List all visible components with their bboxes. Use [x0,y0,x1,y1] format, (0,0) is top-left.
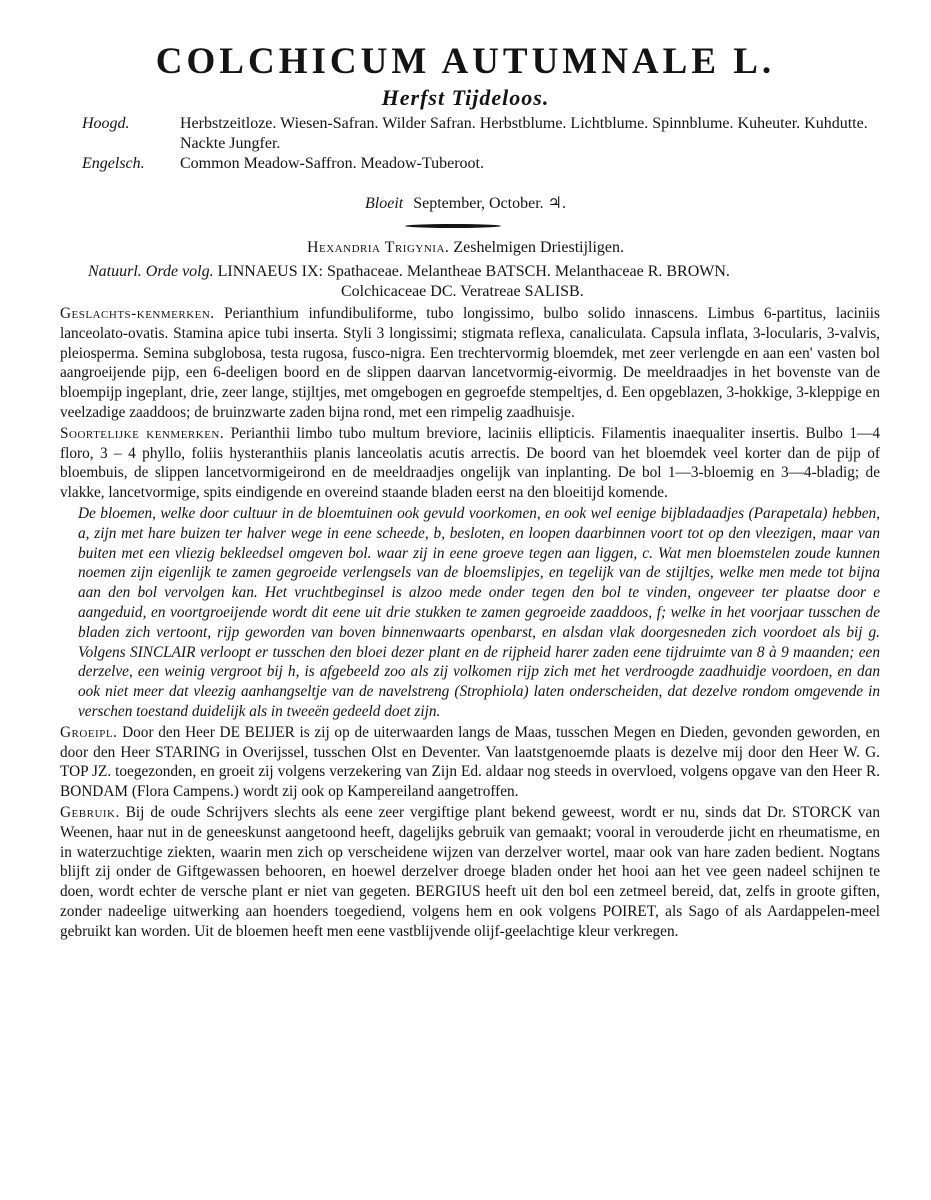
divider-rule [405,224,501,228]
groeipl-text: Door den Heer DE BEIJER is zij op de uiterwaarden langs de Maas, tusschen Megen en Dieden, gevonden geworden, en door den Heer STARING in Overijssel, tusschen Olst en Deventer. Van laatstgenoemde plaats is dezelve mij door den Heer W. G. TOP JZ. toegezonden, en groeit zij volgens verzekering van Zijn Ed. aldaar nog steeds in overvloed, volgens opgave van den Heer R. BONDAM (Flora Campens.) wordt zij ook op Kampereiland aangetroffen. [60,723,881,801]
natural-order [88,262,888,302]
bloei-label: Bloeit [365,195,404,212]
groeipl-paragraph [60,723,880,802]
page-subtitle: Herfst Tijdeloos. [381,85,550,110]
hexandria-label: Hexandria Trigynia. [306,239,450,256]
body-text [60,304,880,942]
gebruik-label: Gebruik. [60,803,120,821]
natuurl-line-1 [88,262,888,282]
groeipl-label: Groeipl. [60,723,118,741]
engelsch-label: Engelsch. [82,155,145,172]
engelsch-text: Common Meadow-Saffron. Meadow-Tuberoot. [180,155,484,172]
gebruik-text: Bij de oude Schrijvers slechts als eene zeer vergiftige plant bekend geweest, wordt er nu, sinds dat Dr. STORCK van Weenen, haar nut in de geneeskunst aangetoond heeft, dagelijks gebruik van gemaakt; vooral in verouderde jicht en rheumatisme, en in waterzuchtige ziekten, waarin men zich op verscheidene wijzen van derzelver wortel, maar ook van hare zaden bedient. Nogtans blijft zij onder de Giftgewassen behooren, en hoewel derzelver droege bladen onder het hooi aan het vee geen nadeel schijnen te doen, wordt echter de versche plant er niet van gegeten. BERGIUS heeft uit den bol een zetmeel bereid, dat, zelfs in groote giften, zonder nadeelige uitwerking aan hoenders toegediend, volgens hem en ook volgens POIRET, als Sago of als Aardappelen-meel gebruikt kan worden. Uit de bloemen heeft men eene vastblijvende olijf-geelachtige kleur verkregen. [60,803,880,940]
bloei-text: September, October. ♃. [413,195,566,212]
geslachts-paragraph [60,304,880,423]
engelsch-row [82,154,902,174]
flowering-line [0,193,931,213]
geslachts-label: Geslachts-kenmerken. [60,305,215,322]
gebruik-paragraph [60,803,880,942]
hexandria-text: Zeshelmigen Driestijligen. [453,239,625,256]
soortelijke-paragraph [60,424,880,503]
page-title: COLCHICUM AUTUMNALE L. [155,41,776,82]
description-paragraph: De bloemen, welke door cultuur in de bloemtuinen ook gevuld voorkomen, en ook wel eenige bijbladaadjes (Parapetala) hebben, a, zijn met hare buizen ter halver wege in eene scheede, b, besloten, en loopen daarbinnen voort tot op den vleezigen, maar van buiten met een vliezig bekleedsel omgeven bol. waar zij in eene groeve tegen aan liggen, c. Wat men bloemstelen zoude kunnen noemen zijn eigenlijk te zamen gegroeide verlengsels van de bloemslipjes, en tegelijk van de stijltjes, welke men mede tot bijna aan den bol vervolgen kan. Het vruchtbeginsel is alzoo mede onder tegen den bol te vinden, ongeveer ter plaatse door e aangeduid, en voortgroeijende wordt dit eene uit drie stukken te zamen gegroeide zaaddoos, f; welke in het voorjaar tusschen de bladen zich vertoont, rijp geworden van boven binnenwaarts openbarst, en alsdan vlak doorgesneden zich voordoet als bij g. Volgens SINCLAIR verloopt er tusschen den bloei dezer plant en de rijpheid harer zaden eene tijdruimte van 8 à 9 maanden; een derzelve, een weinig vergroot bij h, is afgebeeld zoo als zij volkomen rijp zich met het verdroogde zaadhuidje voordoen, en dan ook niet meer dat vleezig aanhangseltje van de navelstreng (Strophiola) laten onderscheiden, dat dezelve rondom omgevende in verschen toestand duidelijk als in tweeën gedeeld doet zijn. [78,504,880,720]
hoogd-label: Hoogd. [82,115,130,132]
soortelijke-text: Perianthii limbo tubo multum breviore, laciniis ellipticis. Filamentis inaequaliter insertis. Bulbo 1—4 floro, 3 – 4 phyllo, foliis hysteranthiis planis lanceolatis acutis arrectis. De boord van het bloemdek veel korter dan de pijp of bloembuis, de slippen lancetvormigeirond en de meeldraadjes ongelijk van inplanting. De bol 1—3-bloemig en 3—4-bladig; de vlakke, lancetvormige, spits eindigende en overeind staande bladen eerst na den bloeitijd komende. [60,424,880,502]
classification-line [0,239,931,257]
natuurl-line-2: Colchicaceae DC. Veratreae SALISB. [341,283,584,300]
vernacular-names [82,114,902,174]
hoogd-text: Herbstzeitloze. Wiesen-Safran. Wilder Safran. Herbstblume. Lichtblume. Spinnblume. Kuheuter. Kuhdutte. Nackte Jungfer. [180,115,868,152]
soortelijke-label: Soortelijke kenmerken. [60,424,225,442]
hoogd-row [82,114,902,154]
natuurl-label: Natuurl. Orde volg. [88,263,214,280]
geslachts-text: Perianthium infundibuliforme, tubo longissimo, bulbo solido innascens. Limbus 6-partitus, laciniis lanceolato-ovatis. Stamina apice tubi inserta. Styli 3 longissimi; stigmata reflexa, canaliculata. Capsula inflata, 3-locularis, 3-valvis, pleiosperma. Semina subglobosa, testa rugosa, fusco-nigra. Een trechtervormig bloemdek, met zeer verlengde en aan een' vasten bol aangroeijende pijp, een 6-deeligen boord en de slippen daarvan lancetvormig-eivormig. De meeldraadjes in het bovenste van de bloempijp ingeplant, drie, zeer lange, stijltjes, met omgebogen en gegroefde stempeltjes, d. Een opgeblazen, 3-hokkige, 3-kleppige en veelzadige zaaddoos; de bruinzwarte zaden bijna rond, met een rimpelig zaadhuisje. [60,305,881,421]
natuurl-line-1-text: LINNAEUS IX: Spathaceae. Melantheae BATSCH. Melanthaceae R. BROWN. [217,263,730,280]
